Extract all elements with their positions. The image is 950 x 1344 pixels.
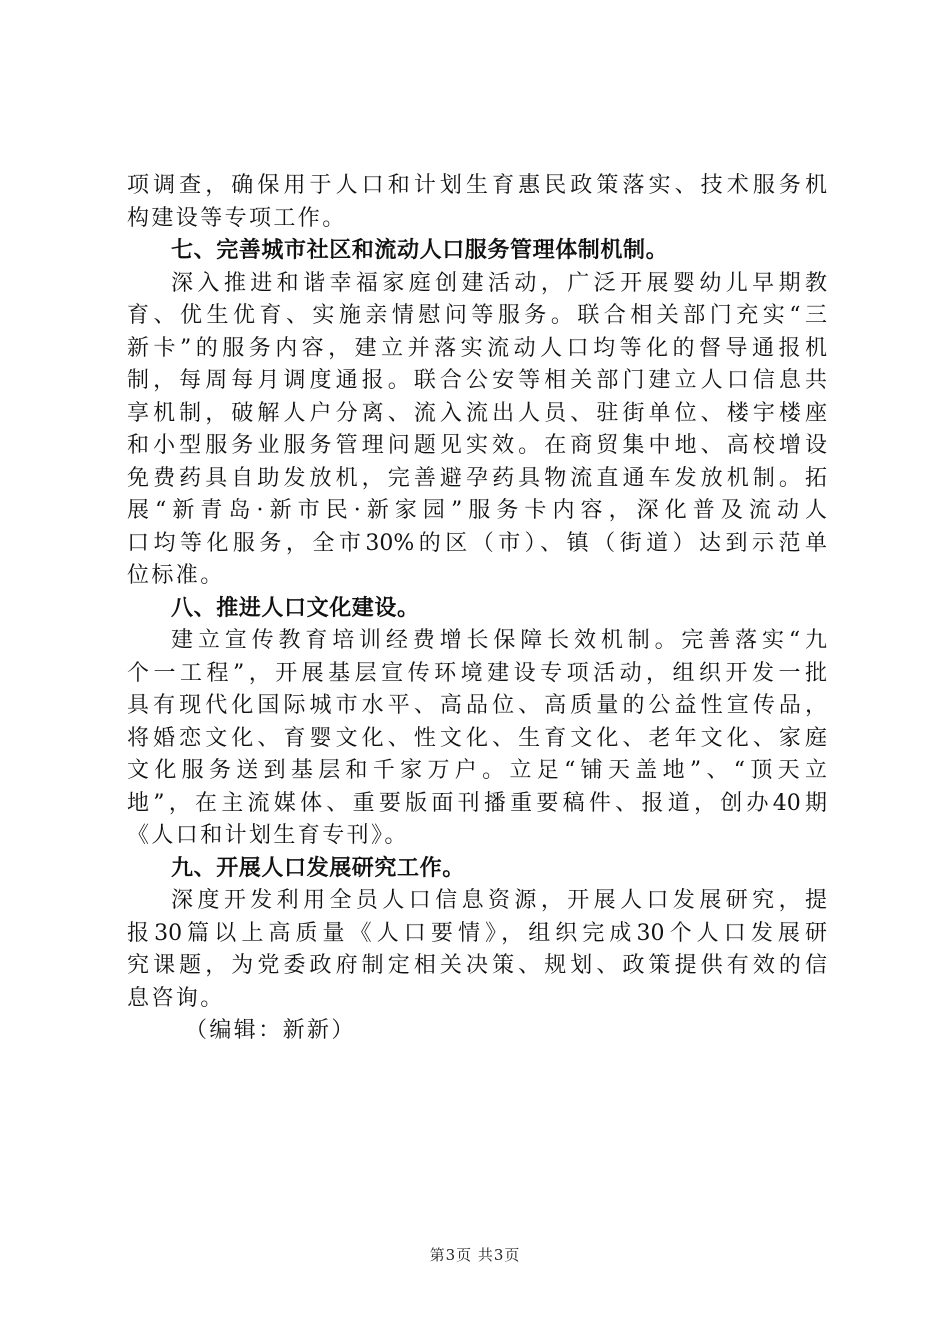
section-heading-9: 九、开展人口发展研究工作。 (171, 855, 465, 881)
document-body (127, 170, 827, 1048)
text-line: 地”，在主流媒体、重要版面刊播重要稿件、报道，创办40期 (127, 790, 827, 816)
text-line: 报30篇以上高质量《人口要情》，组织完成30个人口发展研 (127, 920, 827, 946)
editor-credit: （编辑：新新） (185, 1018, 356, 1043)
text-line: 息咨询。 (127, 985, 225, 1011)
text-line: 文化服务送到基层和千家万户。立足“铺天盖地”、“顶天立 (127, 758, 827, 783)
text-line: 项调查，确保用于人口和计划生育惠民政策落实、技术服务机 (127, 173, 827, 198)
text-line: 个一工程”，开展基层宣传环境建设专项活动，组织开发一批 (127, 660, 827, 686)
text-line: 究课题，为党委政府制定相关决策、规划、政策提供有效的信 (127, 953, 827, 978)
text-line: 具有现代化国际城市水平、高品位、高质量的公益性宣传品， (127, 693, 827, 718)
text-line: 新卡”的服务内容，建立并落实流动人口均等化的督导通报机 (127, 335, 827, 361)
text-line: 建立宣传教育培训经费增长保障长效机制。完善落实“九 (171, 628, 827, 653)
text-line: 构建设等专项工作。 (127, 205, 347, 231)
page-number-footer: 第3页 共3页 (429, 1246, 521, 1264)
text-line: 和小型服务业服务管理问题见实效。在商贸集中地、高校增设 (127, 433, 827, 458)
text-line: 深入推进和谐幸福家庭创建活动，广泛开展婴幼儿早期教 (171, 270, 827, 296)
text-line: 位标准。 (127, 563, 225, 588)
text-line: 育、优生优育、实施亲情慰问等服务。联合相关部门充实“三 (127, 303, 827, 328)
text-line: 深度开发利用全员人口信息资源，开展人口发展研究，提 (171, 888, 827, 913)
text-line: 展“新青岛·新市民·新家园”服务卡内容，深化普及流动人 (127, 498, 827, 523)
section-heading-7: 七、完善城市社区和流动人口服务管理体制机制。 (171, 238, 669, 263)
text-line: 制，每周每月调度通报。联合公安等相关部门建立人口信息共 (127, 368, 827, 393)
text-line: 《人口和计划生育专刊》。 (127, 823, 409, 848)
text-line: 享机制，破解人户分离、流入流出人员、驻街单位、楼宇楼座 (127, 400, 827, 426)
text-line: 口均等化服务，全市30%的区（市）、镇（街道）达到示范单 (127, 530, 827, 556)
text-line: 将婚恋文化、育婴文化、性文化、生育文化、老年文化、家庭 (127, 725, 827, 751)
section-heading-8: 八、推进人口文化建设。 (171, 595, 420, 621)
text-line: 免费药具自助发放机，完善避孕药具物流直通车发放机制。拓 (127, 465, 827, 491)
